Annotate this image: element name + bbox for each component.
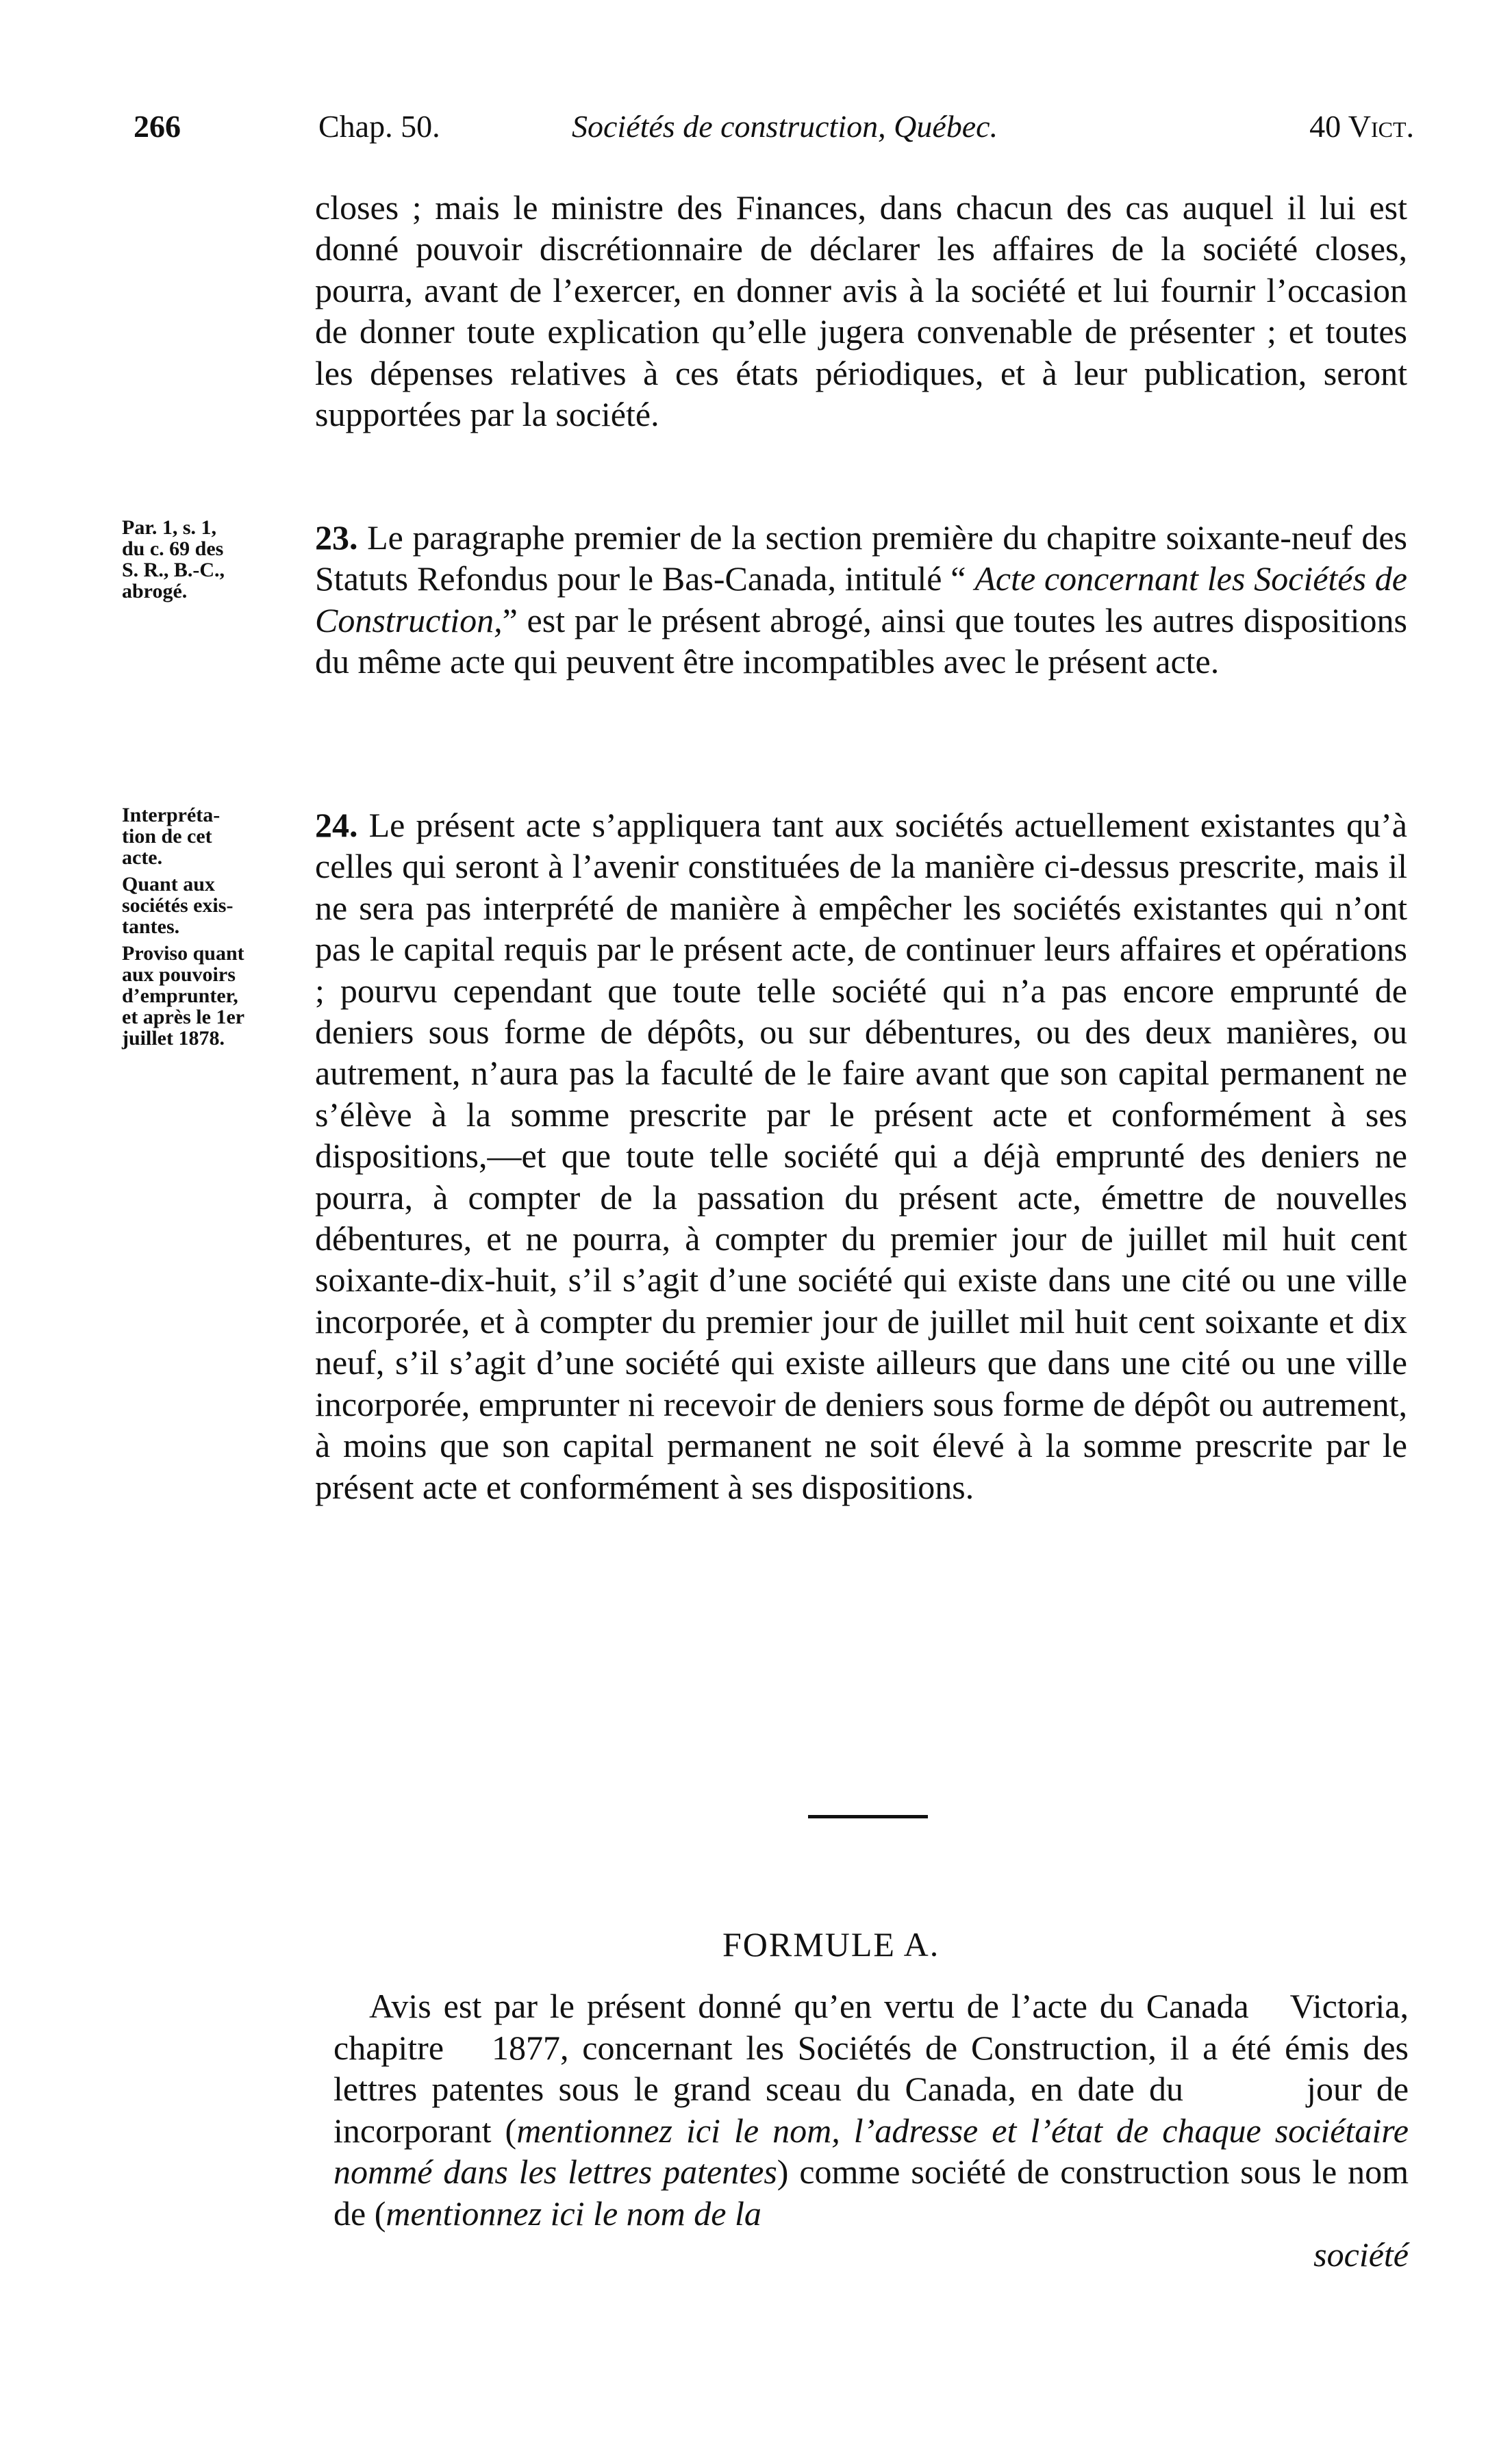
section-divider (808, 1815, 928, 1818)
chapter-label: Chap. 50. (318, 109, 440, 144)
running-header (134, 103, 1414, 151)
continued-paragraph (315, 187, 1407, 435)
regnal-year: 40 Vict. (1309, 109, 1414, 144)
act-title: Acte concernant les Sociétés de Construction, (315, 559, 1407, 639)
section-24 (315, 804, 1407, 1508)
section-number: 23. (315, 518, 358, 557)
form-instruction-1: mentionnez ici le nom, l’adresse et l’état de chaque sociétaire nommé dans les lettres patentes (333, 2111, 1409, 2191)
running-title: Sociétés de construction, Québec. (572, 109, 998, 144)
form-instruction-2: mentionnez ici le nom de la (386, 2194, 761, 2233)
section-23-text-cont: ” est par le présent abrogé, ainsi que toutes les autres dispositions du même acte qui peuvent être incompatibles avec le présent acte. (315, 600, 1407, 681)
form-a-body: Avis est par le présent donné qu’en vertu de l’acte du Canada Victoria, chapitre 1877, concernant les Sociétés de Construction, il a été émis des lettres patentes sous le grand sceau du Canada, en date du jour de incorporant (mentionnez ici le nom, l’adresse et l’état de chaque sociétaire nommé dans les lettres patentes) comme société de construction sous le nom de (mentionnez ici le nom de la société (333, 1985, 1409, 2276)
margin-note-section-23: Par. 1, s. 1, du c. 69 des S. R., B.-C., abrogé. (122, 516, 225, 602)
section-24-text: Le présent acte s’appliquera tant aux sociétés actuellement existantes qu’à celles qui seront à l’avenir constituées de la manière ci-dessus prescrite, mais il ne sera pas interprété de manière à empêcher les sociétés existantes qui n’ont pas le capital requis par le présent acte, de continuer leurs affaires et opérations ; pourvu cependant que toute telle société qui n’a pas encore emprunté de deniers sous forme de dépôts, ou sur débentures, ou des deux manières, ou autrement, n’aura pas la faculté de le faire avant que son capital permanent ne s’élève à la somme prescrite par le présent acte et conformément à ses dispositions,—et que toute telle société qui a déjà emprunté des deniers ne pourra, à compter de la passation du présent acte, émettre de nouvelles débentures, et ne pourra, à compter du premier jour de juillet mil huit cent soixante-dix-huit, s’il s’agit d’une société qui existe dans une cité ou une ville incorporée, et à compter du premier jour de juillet mil huit cent soixante et dix neuf, s’il s’agit d’une société qui existe ailleurs que dans une cité ou une ville incorporée, emprunter ni recevoir de deniers sous forme de dépôt ou autrement, à moins que son capital permanent ne soit élevé à la somme prescrite par le présent acte et conformément à ses dispositions. (315, 806, 1407, 1506)
section-23-text: Le paragraphe premier de la section première du chapitre soixante-neuf des Statuts Refondus pour le Bas-Canada, intitulé “ (315, 518, 1407, 598)
form-continuation: société (1313, 2235, 1409, 2274)
section-23 (315, 517, 1407, 683)
continued-text: closes ; mais le ministre des Finances, dans chacun des cas auquel il lui est donné pouvoir discrétionnaire de déclarer les affaires de la société closes, pourra, avant de l’exercer, en donner avis à la société et lui fournir l’occasion de donner toute explication qu’elle jugera convenable de présenter ; et toutes les dépenses relatives à ces états périodiques, et à leur publication, seront supportées par la société. (315, 188, 1407, 434)
form-heading: FORMULE A. (722, 1925, 940, 1964)
page-number: 266 (134, 109, 181, 144)
section-number: 24. (315, 806, 358, 844)
margin-notes-section-24: Interpréta- tion de cet acte. Quant aux sociétés exis- tantes. Proviso quant aux pouvoirs d’emprunter, et après le 1er juillet 1878. (122, 804, 245, 1050)
